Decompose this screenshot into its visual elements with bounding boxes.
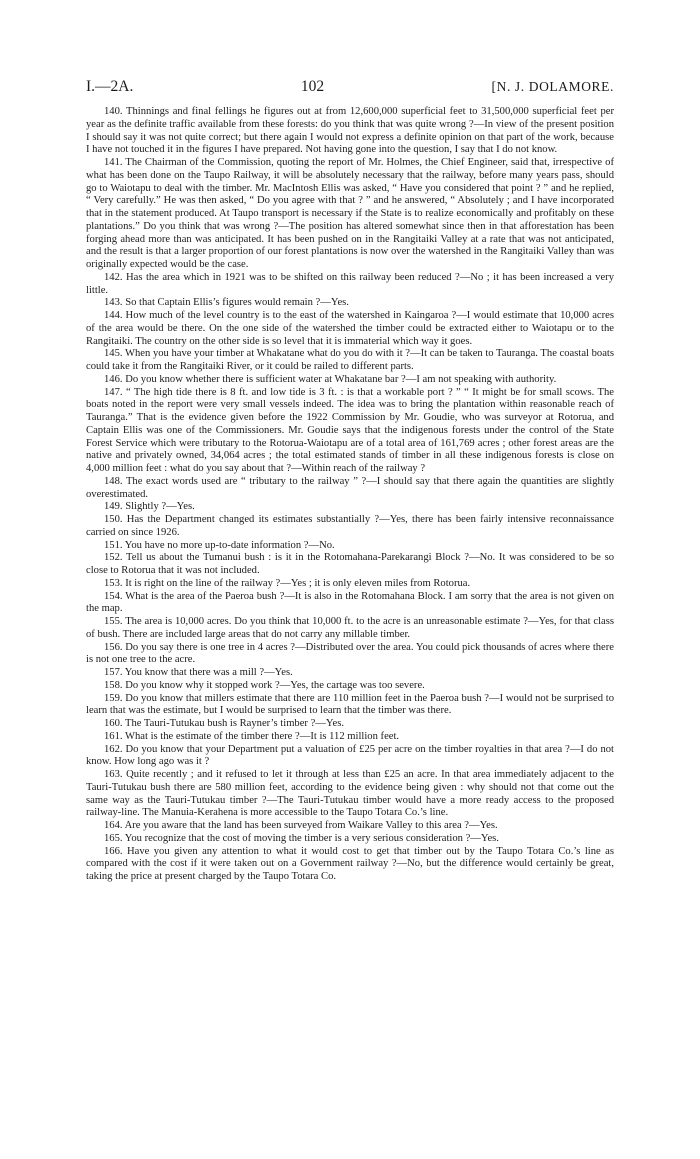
page-number: 102 [300, 78, 325, 95]
paragraph: 154. What is the area of the Paeroa bush ?—It is also in the Rotomahana Block. I am sorry that the area is not given on the map. [86, 590, 614, 615]
paragraph: 157. You know that there was a mill ?—Yes. [104, 667, 293, 678]
document-body [86, 106, 614, 884]
paragraph: 144. How much of the level country is to the east of the watershed in Kaingaroa ?—I would estimate that 10,000 acres of the area would be there. On the one side of the watershed the timber could be extracted either to Waiotapu or to the Rangitaiki. The country on the other side is so level that it is immaterial which way it goes. [86, 310, 614, 347]
paragraph: 151. You have no more up-to-date information ?—No. [104, 539, 335, 551]
paper-reference: I.—2A. [86, 78, 134, 95]
paragraph: 148. The exact words used are “ tributary to the railway ” ?—I should say that there again the quantities are slightly overestimated. [86, 475, 614, 500]
paragraph: 141. The Chairman of the Commission, quoting the report of Mr. Holmes, the Chief Engineer, said that, irrespective of what has been done on the Taupo Railway, it will be absolutely necessary that the railway, before many years pass, should go to Waiotapu to deal with the timber. Mr. MacIntosh Ellis was asked, “ Have you considered that point ? ” and he replied, “ Very carefully.” He was then asked, “ Do you agree with that ? ” and he answered, “ Absolutely ; and I have incorporated that in the statement produced. At Taupo transport is necessary if the State is to realize economically and profitably on these plantations.” Do you think that was wrong ?—The position has altered somewhat since then in that afforestation has been forging ahead more than was anticipated. It has been pushed on in the Rangitaiki Valley at a rate that was not anticipated, and the result is that a larger proportion of our forest plantations is now over the watershed in the Rangitaiki Valley than was originally expected would be the case. [86, 157, 614, 270]
paragraph: 162. Do you know that your Department put a valuation of £25 per acre on the timber royalties in that area ?—I do not know. How long ago was it ? [86, 743, 614, 768]
paragraph: 140. Thinnings and final fellings he figures out at from 12,600,000 superficial feet to 31,500,000 superficial feet per year as the definite traffic available from these forests: do you think that was quite wrong ?—In view of the present position I should say it was not quite correct; but there again I would not express a definite opinion on that part of the work, because I have not touched it in the figures I have prepared. Not having gone into the question, I say that I do not know. [86, 106, 614, 156]
paragraph: 166. Have you given any attention to what it would cost to get that timber out by the Taupo Totara Co.’s line as compared with the cost if it were taken out on a Government railway ?—No, but the difference would certainly be great, taking the price at present charged by the Taupo Totara Co. [86, 845, 614, 882]
paragraph: 156. Do you say there is one tree in 4 acres ?—Distributed over the area. You could pick thousands of acres where there is not one tree to the acre. [86, 641, 614, 666]
paragraph: 159. Do you know that millers estimate that there are 110 million feet in the Paeroa bush ?—I would not be surprised to learn that was the estimate, but I would be surprised to learn that the timber was there. [86, 692, 614, 717]
paragraph: 143. So that Captain Ellis’s figures would remain ?—Yes. [104, 297, 349, 309]
witness-name: [N. J. DOLAMORE. [491, 79, 614, 94]
paragraph: 149. Slightly ?—Yes. [104, 501, 195, 513]
paragraph: 158. Do you know why it stopped work ?—Yes, the cartage was too severe. [104, 679, 425, 691]
paragraph: 146. Do you know whether there is sufficient water at Whakatane bar ?—I am not speaking with authority. [104, 373, 557, 385]
paragraph: 160. The Tauri-Tutukau bush is Rayner’s timber ?—Yes. [104, 718, 344, 729]
paragraph: 147. “ The high tide there is 8 ft. and low tide is 3 ft. : is that a workable port ? ” “ It might be for small scows. The boats noted in the report were very small vessels indeed. The idea was to bring the plantation within reasonable reach of Tauranga.” That is the evidence given before the 1922 Commission by Mr. Goudie, who was surveyor at Rotorua, and Captain Ellis was one of the Commissioners. Mr. Goudie says that the indigenous forests under the control of the State Forest Service which were tributary to the Rotorua-Waiotapu are of a total area of 161,769 acres ; other forest areas are the native and privately owned, 34,064 acres ; the total estimated stands of timber in all these indigenous forests is close on 4,000 million feet : what do you say about that ?—Within reach of the railway ? [86, 386, 614, 474]
paragraph: 164. Are you aware that the land has been surveyed from Waikare Valley to this area ?—Yes. [104, 820, 498, 831]
paragraph: 163. Quite recently ; and it refused to let it through at less than £25 an acre. In that area immediately adjacent to the Tauri-Tutukau bush there are 580 million feet, according to the evidence being given : why should not that come out the same way as the Tauri-Tutukau timber ?—The Tauri-Tutukau timber would have a more ready access to the proposed railway-line. The Manuia-Kerahena is more accessible to the Taupo Totara Co.’s line. [86, 769, 614, 819]
paragraph: 152. Tell us about the Tumanui bush : is it in the Rotomahana-Parekarangi Block ?—No. It was considered to be so close to Rotorua that it was not included. [86, 552, 614, 576]
paragraph: 150. Has the Department changed its estimates substantially ?—Yes, there has been fairly intensive reconnaissance carried on since 1926. [86, 514, 614, 538]
paragraph: 145. When you have your timber at Whakatane what do you do with it ?—It can be taken to Tauranga. The coastal boats could take it from the Rangitaiki River, or it could be railed to different parts. [86, 348, 614, 372]
paragraph: 155. The area is 10,000 acres. Do you think that 10,000 ft. to the acre is an unreasonable estimate ?—Yes, for that class of bush. There are included large areas that do not carry any millable timber. [86, 616, 614, 640]
paragraph: 165. You recognize that the cost of moving the timber is a very serious consideration ?—Yes. [104, 832, 499, 844]
page-header [86, 78, 614, 96]
paragraph: 142. Has the area which in 1921 was to be shifted on this railway been reduced ?—No ; it has been increased a very little. [86, 271, 614, 296]
paragraph: 161. What is the estimate of the timber there ?—It is 112 million feet. [104, 730, 400, 742]
paragraph: 153. It is right on the line of the railway ?—Yes ; it is only eleven miles from Rotorua. [104, 577, 471, 589]
